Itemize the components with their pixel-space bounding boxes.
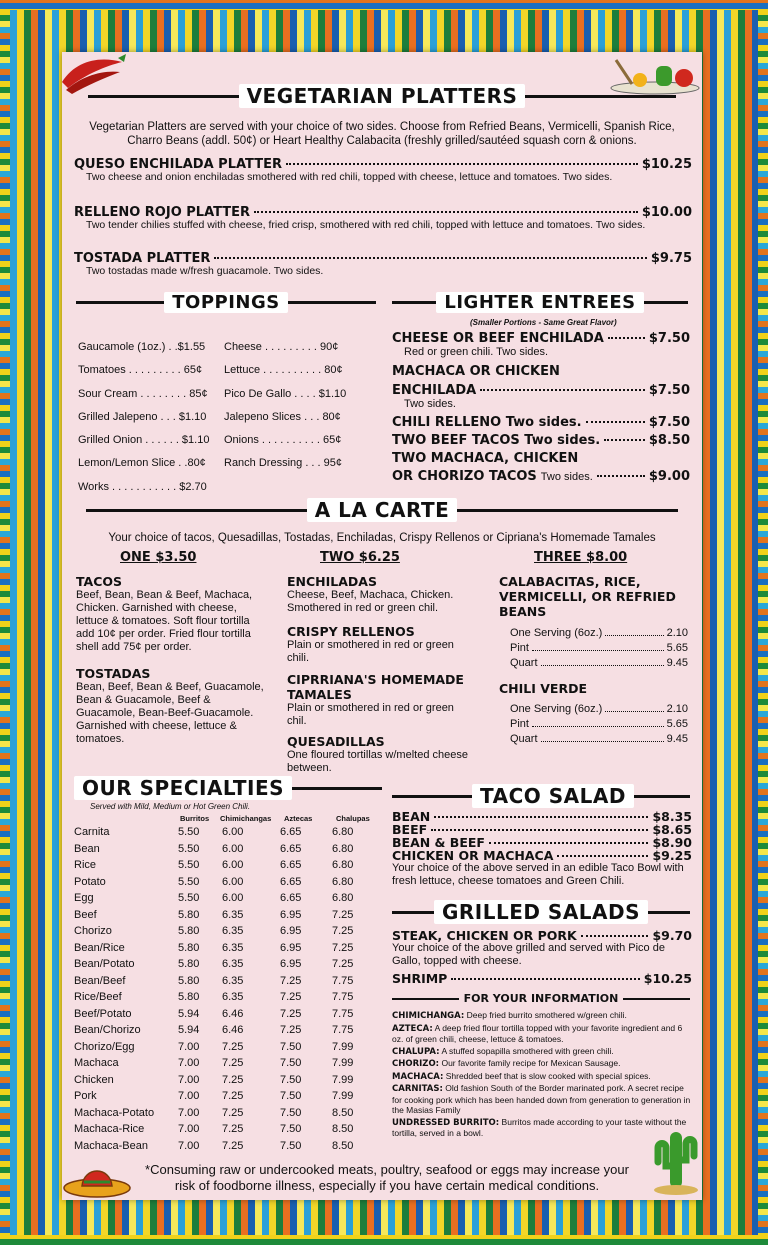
info-title: FOR YOUR INFORMATION	[463, 992, 619, 1005]
specialty-name: Chorizo	[74, 925, 112, 938]
specialty-row	[74, 841, 372, 858]
specialty-row	[74, 973, 372, 990]
quesadillas-block: QUESADILLAS One floured tortillas w/melted cheese between.	[287, 734, 468, 774]
lighter-item-machaca-enchilada: ENCHILADA $7.50 Two sides.	[392, 383, 690, 410]
specialty-price: 5.94	[178, 1024, 200, 1037]
alacarte-header	[86, 498, 678, 522]
specialty-price: 5.80	[178, 941, 200, 954]
specialty-price: 7.00	[178, 1106, 200, 1119]
specialty-name: Rice/Beef	[74, 991, 122, 1004]
tostadas-block: TOSTADAS Bean, Beef, Bean & Beef, Guacamole, Bean & Guacamole, Beef & Guacamole, Bean-Beef-Guacamole. Garnished with cheese, lettuce & tomatoes.	[76, 666, 264, 745]
specialty-price: 7.25	[332, 958, 354, 971]
col-three-heading: THREE $8.00	[534, 550, 628, 565]
chili-verde-block: CHILI VERDE	[499, 681, 588, 696]
specialty-price: 7.75	[332, 1007, 354, 1020]
col-burritos: Burritos	[180, 814, 210, 823]
specialty-price: 7.00	[178, 1123, 200, 1136]
specialty-row	[74, 874, 372, 891]
col-two-heading: TWO $6.25	[320, 550, 400, 565]
specialty-price: 6.80	[332, 826, 354, 839]
specialty-price: 7.99	[332, 1057, 354, 1070]
specialty-price: 8.50	[332, 1106, 354, 1119]
specialty-price: 7.25	[280, 991, 302, 1004]
specialty-row	[74, 940, 372, 957]
specialty-price: 7.75	[332, 1024, 354, 1037]
specialty-price: 6.00	[222, 842, 244, 855]
info-header	[392, 992, 690, 1005]
specialty-name: Bean/Chorizo	[74, 1024, 141, 1037]
specialty-price: 7.25	[332, 925, 354, 938]
grilled-salads-header	[392, 900, 690, 924]
specialty-price: 6.65	[280, 875, 302, 888]
specialty-price: 6.95	[280, 925, 302, 938]
specialty-price: 7.50	[280, 1073, 302, 1086]
specialties-header	[74, 776, 382, 800]
specialty-price: 6.46	[222, 1024, 244, 1037]
specialty-name: Machaca-Potato	[74, 1106, 155, 1119]
specialty-price: 5.50	[178, 892, 200, 905]
specialty-price: 6.00	[222, 859, 244, 872]
specialty-price: 6.35	[222, 941, 244, 954]
specialty-row	[74, 1121, 372, 1138]
specialty-name: Machaca	[74, 1057, 119, 1070]
info-list	[392, 1010, 694, 1140]
specialty-price: 7.25	[222, 1139, 244, 1152]
alacarte-title: A LA CARTE	[307, 498, 458, 522]
specialty-price: 5.80	[178, 958, 200, 971]
lighter-item-cheese-enchilada: CHEESE OR BEEF ENCHILADA $7.50 Red or green chili. Two sides.	[392, 331, 690, 358]
lighter-item-machaca-tacos-line1: TWO MACHACA, CHICKEN	[392, 451, 579, 466]
specialty-price: 7.50	[280, 1106, 302, 1119]
specialty-price: 7.25	[222, 1123, 244, 1136]
specialty-price: 6.35	[222, 958, 244, 971]
specialty-row	[74, 1006, 372, 1023]
specialty-name: Bean/Rice	[74, 941, 125, 954]
specialty-price: 7.75	[332, 974, 354, 987]
specialty-price: 7.50	[280, 1139, 302, 1152]
specialty-price: 7.00	[178, 1040, 200, 1053]
specialty-price: 5.80	[178, 991, 200, 1004]
info-entry: MACHACA: Shredded beef that is slow cooked with special spices.	[392, 1070, 651, 1082]
grilled-salads-list: STEAK, CHICKEN OR PORK $9.70 Your choice of the above grilled and served with Pico de Gallo, topped with cheese. SHRIMP $10.25	[392, 928, 692, 986]
lighter-item-chorizo-tacos: OR CHORIZO TACOS Two sides. $9.00	[392, 469, 690, 484]
specialty-row	[74, 1055, 372, 1072]
lighter-header	[392, 292, 688, 313]
sombrero-icon	[62, 1156, 132, 1200]
toppings-right-list: Cheese . . . . . . . . . 90¢ Lettuce . . . . . . . . . . 80¢ Pico De Gallo . . . . $1.10 Jalepeno Slices . . . 80¢ Onions . . . . . . . . . . 65¢ Ranch Dressing . . . 95¢	[224, 341, 347, 470]
specialties-subtitle: Served with Mild, Medium or Hot Green Chili.	[90, 802, 251, 811]
specialty-price: 5.50	[178, 842, 200, 855]
col-aztecas: Aztecas	[284, 814, 313, 823]
specialty-name: Beef/Potato	[74, 1007, 132, 1020]
specialty-price: 6.80	[332, 842, 354, 855]
vegetarian-intro: Vegetarian Platters are served with your choice of two sides. Choose from Refried Beans, Vermicelli, Spanish Rice, Charro Beans (addl. 50¢) or Heart Healthy Calabacita (freshly grilled/sautéed squash corn & onions.	[89, 121, 675, 147]
rellenos-block: CRISPY RELLENOS Plain or smothered in red or green chili.	[287, 624, 454, 664]
specialty-row	[74, 1088, 372, 1105]
specialty-price: 5.50	[178, 826, 200, 839]
menu-item-relleno-rojo: RELLENO ROJO PLATTER $10.00 Two tender chilies stuffed with cheese, fried crisp, smothered with red chili, topped with lettuce and tomatoes. Two sides.	[74, 205, 692, 231]
specialty-name: Bean	[74, 842, 100, 855]
specialty-price: 7.50	[280, 1040, 302, 1053]
specialty-price: 6.35	[222, 991, 244, 1004]
specialty-price: 6.95	[280, 908, 302, 921]
calab-size-2: Pint 5.65	[510, 642, 688, 654]
specialty-row	[74, 1072, 372, 1089]
specialty-price: 6.65	[280, 859, 302, 872]
specialty-price: 7.25	[222, 1106, 244, 1119]
specialty-price: 5.94	[178, 1007, 200, 1020]
taco-salad-header	[392, 784, 690, 808]
specialty-price: 6.46	[222, 1007, 244, 1020]
specialty-price: 6.35	[222, 908, 244, 921]
specialties-table	[74, 824, 372, 1154]
info-entry: AZTECA: A deep fried flour tortilla topped with your favorite ingredient and 6 oz. of green chili, cheese, lettuce & tomatoes.	[392, 1022, 683, 1044]
specialty-price: 6.00	[222, 826, 244, 839]
tamales-block: CIPRRIANA'S HOMEMADE TAMALES Plain or smothered in red or green chil.	[287, 672, 464, 727]
cactus-icon	[650, 1126, 700, 1196]
specialty-name: Chorizo/Egg	[74, 1040, 135, 1053]
info-entry: CHORIZO: Our favorite family recipe for Mexican Sausage.	[392, 1058, 621, 1069]
specialty-price: 7.25	[222, 1057, 244, 1070]
specialty-row	[74, 824, 372, 841]
specialty-row	[74, 1022, 372, 1039]
specialty-row	[74, 989, 372, 1006]
specialty-price: 6.00	[222, 892, 244, 905]
specialties-title: OUR SPECIALTIES	[74, 776, 292, 800]
grilled-salads-title: GRILLED SALADS	[434, 900, 648, 924]
lighter-subtitle: (Smaller Portions - Same Great Flavor)	[470, 318, 617, 327]
specialty-name: Potato	[74, 875, 106, 888]
specialty-name: Bean/Beef	[74, 974, 126, 987]
specialty-name: Chicken	[74, 1073, 114, 1086]
lighter-item-chili-relleno: CHILI RELLENO Two sides. $7.50	[392, 415, 690, 430]
specialty-price: 6.80	[332, 859, 354, 872]
lighter-item-machaca-line1: MACHACA OR CHICKEN	[392, 364, 560, 379]
specialty-price: 7.00	[178, 1090, 200, 1103]
verde-size-2: Pint 5.65	[510, 718, 688, 730]
vegetarian-title: VEGETARIAN PLATTERS	[239, 84, 526, 108]
specialty-price: 6.95	[280, 941, 302, 954]
specialty-name: Carnita	[74, 826, 110, 839]
specialty-price: 7.00	[178, 1139, 200, 1152]
specialty-price: 7.25	[222, 1073, 244, 1086]
col-one-heading: ONE $3.50	[120, 550, 197, 565]
specialty-price: 7.25	[280, 1024, 302, 1037]
calab-size-1: One Serving (6oz.) 2.10	[510, 627, 688, 639]
specialty-price: 8.50	[332, 1123, 354, 1136]
toppings-left-list: Gaucamole (1oz.) . .$1.55 Tomatoes . . . . . . . . . 65¢ Sour Cream . . . . . . . . 85¢ Grilled Jalepeno . . . $1.10 Grilled Onion . . . . . . $1.10 Lemon/Lemon Slice . .80¢ Works . . . . . . . . . . . $2.70	[78, 341, 210, 493]
specialty-price: 7.25	[280, 1007, 302, 1020]
food-safety-warning: *Consuming raw or undercooked meats, poultry, seafood or eggs may increase your risk of foodborne illness, especially if you have certain medical conditions.	[145, 1162, 629, 1193]
info-entry: UNDRESSED BURRITO: Burritos made according to your taste without the tortilla, served in a bowl.	[392, 1116, 687, 1138]
menu-item-queso-enchilada: QUESO ENCHILADA PLATTER $10.25 Two cheese and onion enchiladas smothered with red chili, topped with cheese, lettuce and tomatoes. Two sides.	[74, 157, 692, 183]
specialty-price: 7.00	[178, 1057, 200, 1070]
specialty-price: 5.50	[178, 875, 200, 888]
specialty-price: 7.99	[332, 1090, 354, 1103]
specialty-row	[74, 1039, 372, 1056]
specialty-price: 7.99	[332, 1040, 354, 1053]
specialty-price: 7.25	[332, 941, 354, 954]
info-entry: CARNITAS: Old fashion South of the Border marinated pork. A secret recipe for cooking pork which has been handed down from generation to generation in the Masias Family	[392, 1083, 691, 1115]
specialty-price: 7.25	[332, 908, 354, 921]
toppings-title: TOPPINGS	[164, 292, 287, 313]
specialty-price: 8.50	[332, 1139, 354, 1152]
specialty-name: Machaca-Rice	[74, 1123, 145, 1136]
specialty-row	[74, 1138, 372, 1155]
specialty-price: 7.75	[332, 991, 354, 1004]
col-chalupas: Chalupas	[336, 814, 370, 823]
specialty-price: 6.00	[222, 875, 244, 888]
specialty-price: 6.80	[332, 875, 354, 888]
col-chimichangas: Chimichangas	[220, 814, 272, 823]
specialty-price: 7.50	[280, 1057, 302, 1070]
specialty-price: 6.80	[332, 892, 354, 905]
info-entry: CHIMICHANGA: Deep fried burrito smothered w/green chili.	[392, 1010, 627, 1021]
verde-size-3: Quart 9.45	[510, 733, 688, 745]
specialty-price: 7.25	[280, 974, 302, 987]
specialty-row	[74, 857, 372, 874]
tacos-block: TACOS Beef, Bean, Bean & Beef, Machaca, Chicken. Garnished with cheese, lettuce & tomatoes. Soft flour tortilla add 10¢ per order. Fried flour tortilla shell add 75¢ per order.	[76, 574, 253, 653]
specialty-row	[74, 1105, 372, 1122]
specialty-price: 7.99	[332, 1073, 354, 1086]
specialty-price: 7.25	[222, 1090, 244, 1103]
specialty-name: Egg	[74, 892, 94, 905]
specialty-name: Pork	[74, 1090, 97, 1103]
specialty-name: Rice	[74, 859, 97, 872]
calab-size-3: Quart 9.45	[510, 657, 688, 669]
specialty-price: 6.35	[222, 974, 244, 987]
specialty-price: 6.65	[280, 826, 302, 839]
taco-salad-title: TACO SALAD	[472, 784, 634, 808]
specialty-price: 7.50	[280, 1123, 302, 1136]
specialty-price: 5.80	[178, 974, 200, 987]
menu-page	[62, 52, 702, 1200]
specialty-row	[74, 890, 372, 907]
lighter-item-beef-tacos: TWO BEEF TACOS Two sides. $8.50	[392, 433, 690, 448]
specialty-price: 5.80	[178, 908, 200, 921]
toppings-header	[76, 292, 376, 313]
specialty-price: 6.35	[222, 925, 244, 938]
info-entry: CHALUPA: A stuffed sopapilla smothered with green chili.	[392, 1045, 614, 1057]
specialty-price: 7.25	[222, 1040, 244, 1053]
specialty-price: 5.80	[178, 925, 200, 938]
enchiladas-block: ENCHILADAS Cheese, Beef, Machaca, Chicken. Smothered in red or green chil.	[287, 574, 454, 614]
vegetarian-header	[88, 84, 676, 108]
specialty-price: 7.00	[178, 1073, 200, 1086]
menu-item-tostada-platter: TOSTADA PLATTER $9.75 Two tostadas made w/fresh guacamole. Two sides.	[74, 251, 692, 277]
specialty-row	[74, 923, 372, 940]
alacarte-intro: Your choice of tacos, Quesadillas, Tostadas, Enchiladas, Crispy Rellenos or Cipriana's Homemade Tamales	[108, 532, 656, 544]
specialty-name: Beef	[74, 908, 97, 921]
specialty-price: 7.50	[280, 1090, 302, 1103]
specialty-price: 5.50	[178, 859, 200, 872]
lighter-title: LIGHTER ENTREES	[436, 292, 643, 313]
specialty-price: 6.95	[280, 958, 302, 971]
specialty-price: 6.65	[280, 892, 302, 905]
specialty-row	[74, 907, 372, 924]
specialty-name: Machaca-Bean	[74, 1139, 148, 1152]
calabacitas-block: CALABACITAS, RICE, VERMICELLI, OR REFRIED BEANS	[499, 574, 676, 619]
verde-size-1: One Serving (6oz.) 2.10	[510, 703, 688, 715]
specialty-price: 6.65	[280, 842, 302, 855]
taco-salad-list: BEAN $8.35 BEEF $8.65 BEAN & BEEF $8.90 CHICKEN OR MACHACA $9.25 Your choice of the above served in an edible Taco Bowl with fresh lettuce, cheese tomatoes and Green Chili.	[392, 809, 692, 887]
specialty-row	[74, 956, 372, 973]
specialty-name: Bean/Potato	[74, 958, 135, 971]
